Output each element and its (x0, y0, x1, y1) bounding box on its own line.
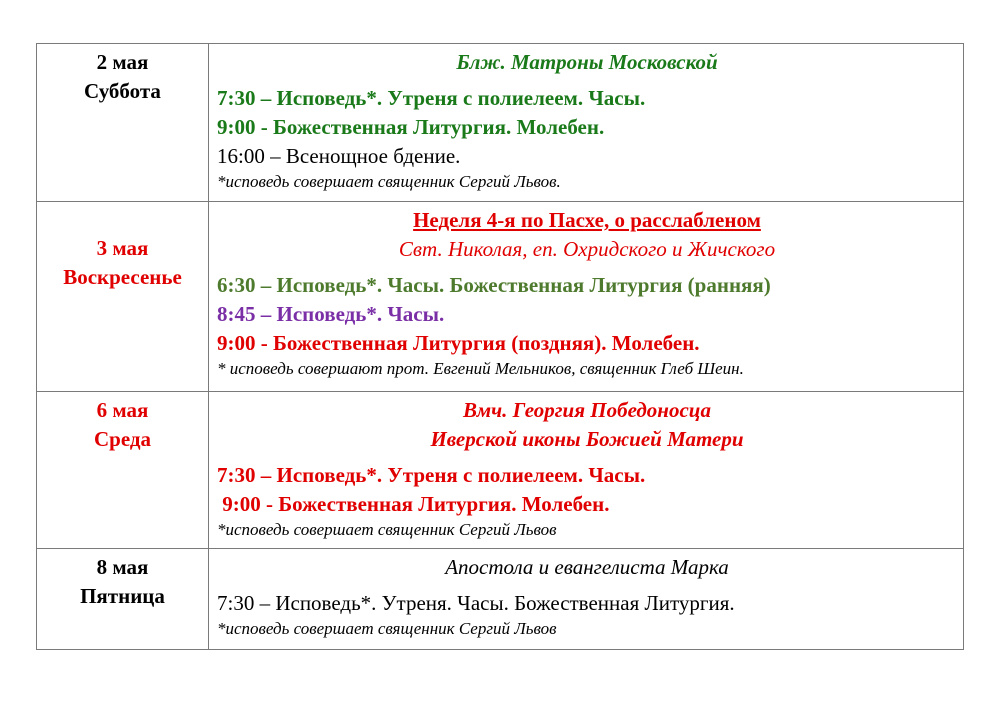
schedule-row (37, 549, 964, 650)
weekday: Суббота (84, 79, 161, 103)
schedule-row (37, 392, 964, 549)
service-line: 9:00 - Божественная Литургия. Молебен. (217, 492, 610, 516)
confession-note: *исповедь совершает священник Сергий Львов. (217, 172, 561, 191)
confession-note: * исповедь совершают прот. Евгений Мельников, священник Глеб Шеин. (217, 359, 744, 378)
service-line: 8:45 – Исповедь*. Часы. (217, 302, 445, 326)
weekday: Воскресенье (63, 265, 182, 289)
service-line: 7:30 – Исповедь*. Утреня с полиелеем. Часы. (217, 86, 646, 110)
date-cell (37, 392, 209, 549)
date: 2 мая (96, 50, 149, 74)
feast-subtitle: Иверской иконы Божией Матери (430, 427, 744, 451)
feast-title: Апостола и евангелиста Марка (445, 555, 729, 579)
service-line: 9:00 - Божественная Литургия (поздняя). Молебен. (217, 331, 700, 355)
info-cell (209, 44, 964, 202)
info-cell (209, 392, 964, 549)
date: 8 мая (96, 555, 149, 579)
confession-note: *исповедь совершает священник Сергий Львов (217, 619, 557, 638)
info-cell (209, 202, 964, 392)
date-cell (37, 202, 209, 392)
service-line: 7:30 – Исповедь*. Утреня. Часы. Божественная Литургия. (217, 591, 735, 615)
feast-title: Неделя 4-я по Пасхе, о расслабленом (413, 208, 761, 232)
feast-title: Вмч. Георгия Победоносца (463, 398, 711, 422)
date-cell (37, 44, 209, 202)
feast-title: Блж. Матроны Московской (456, 50, 718, 74)
service-line: 6:30 – Исповедь*. Часы. Божественная Литургия (ранняя) (217, 273, 771, 297)
date: 3 мая (96, 236, 149, 260)
info-cell (209, 549, 964, 650)
schedule-row (37, 44, 964, 202)
weekday: Среда (93, 427, 151, 451)
date-cell (37, 549, 209, 650)
weekday: Пятница (80, 584, 165, 608)
schedule-table (36, 43, 964, 650)
date: 6 мая (96, 398, 149, 422)
schedule-row (37, 202, 964, 392)
service-line: 7:30 – Исповедь*. Утреня с полиелеем. Часы. (217, 463, 646, 487)
service-line: 16:00 – Всенощное бдение. (217, 144, 461, 168)
service-line: 9:00 - Божественная Литургия. Молебен. (217, 115, 605, 139)
confession-note: *исповедь совершает священник Сергий Львов (217, 520, 557, 539)
feast-subtitle: Свт. Николая, еп. Охридского и Жичского (398, 237, 776, 261)
